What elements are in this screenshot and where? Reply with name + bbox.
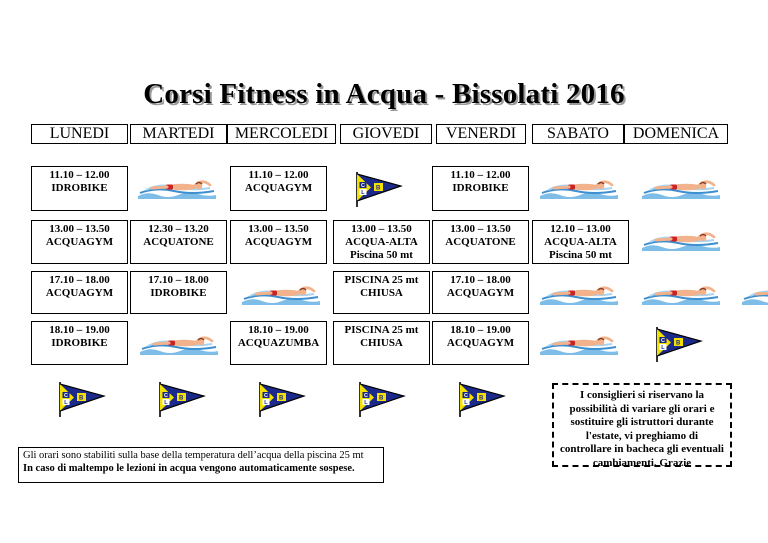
swimmer-icon [138, 330, 220, 356]
slot-time: 18.10 – 19.00 [450, 324, 511, 336]
slot-pool: Piscina 50 mt [549, 249, 612, 261]
slot-class: ACQUAGYM [244, 182, 313, 194]
swimmer-icon [640, 280, 722, 306]
class-slot-mon-r1 [31, 166, 128, 211]
slot-pool: Piscina 50 mt [350, 249, 413, 261]
slot-class: ACQUA-ALTA [345, 236, 418, 248]
class-slot-fri-r2 [432, 220, 529, 264]
club-flag-icon [255, 380, 307, 418]
slot-class: ACQUAGYM [45, 287, 114, 299]
slot-time: 18.10 – 19.00 [248, 324, 309, 336]
club-flag-icon [455, 380, 507, 418]
slot-class: ACQUAGYM [446, 287, 515, 299]
class-slot-thu-r4 [333, 321, 430, 365]
slot-class: ACQUAGYM [45, 236, 114, 248]
temperature-note-text: Gli orari sono stabiliti sulla base della temperatura dell’acqua della piscina 25 mt [23, 450, 364, 461]
class-slot-fri-r4 [432, 321, 529, 365]
day-header-sunday: DOMENICA [624, 124, 728, 144]
slot-time: 17.10 – 18.00 [49, 274, 110, 286]
class-slot-tue-r2 [130, 220, 227, 264]
class-slot-sat-r2 [532, 220, 629, 264]
swimmer-icon [640, 174, 722, 200]
class-slot-fri-r3 [432, 271, 529, 314]
swimmer-icon [740, 280, 768, 306]
day-header-monday: LUNEDI [31, 124, 128, 144]
club-flag-icon [155, 380, 207, 418]
class-slot-wed-r4 [230, 321, 327, 365]
slot-time: 11.10 – 12.00 [450, 169, 511, 181]
class-slot-wed-r1 [230, 166, 327, 211]
slot-time: PISCINA 25 mt [344, 324, 419, 336]
slot-class: ACQUATONE [143, 236, 214, 248]
class-slot-thu-r2 [333, 220, 430, 264]
class-slot-tue-r3 [130, 271, 227, 314]
slot-class: ACQUAGYM [244, 236, 313, 248]
class-slot-fri-r1 [432, 166, 529, 211]
slot-class: ACQUAZUMBA [237, 337, 320, 349]
slot-class: CHIUSA [360, 287, 403, 299]
swimmer-icon [136, 174, 218, 200]
club-flag-icon [352, 170, 404, 208]
slot-time: 12.10 – 13.00 [550, 223, 611, 235]
slot-class: IDROBIKE [51, 182, 108, 194]
swimmer-icon [538, 330, 620, 356]
slot-class: IDROBIKE [452, 182, 509, 194]
slot-time: 17.10 – 18.00 [148, 274, 209, 286]
council-notice: I consiglieri si riservano la possibilità di variare gli orari e sostituire gli istruttori durante l'estate, vi preghiamo di controllare in bacheca gli eventuali cambiamenti. Grazie [552, 383, 732, 467]
slot-class: ACQUA-ALTA [544, 236, 617, 248]
class-slot-mon-r2 [31, 220, 128, 264]
class-slot-thu-r3 [333, 271, 430, 314]
slot-class: IDROBIKE [150, 287, 207, 299]
day-header-wednesday: MERCOLEDI [227, 124, 336, 144]
temperature-note [18, 447, 384, 483]
club-flag-icon [55, 380, 107, 418]
slot-class: ACQUAGYM [446, 337, 515, 349]
day-header-tuesday: MARTEDI [130, 124, 227, 144]
swimmer-icon [640, 226, 722, 252]
club-flag-icon [355, 380, 407, 418]
slot-class: IDROBIKE [51, 337, 108, 349]
slot-time: 17.10 – 18.00 [450, 274, 511, 286]
slot-time: 18.10 – 19.00 [49, 324, 110, 336]
day-header-saturday: SABATO [532, 124, 624, 144]
weather-note-text: In caso di maltempo le lezioni in acqua vengono automaticamente sospese. [23, 463, 355, 474]
slot-time: PISCINA 25 mt [344, 274, 419, 286]
slot-time: 13.00 – 13.50 [351, 223, 412, 235]
swimmer-icon [240, 280, 322, 306]
swimmer-icon [538, 174, 620, 200]
slot-class: CHIUSA [360, 337, 403, 349]
slot-time: 11.10 – 12.00 [248, 169, 309, 181]
slot-time: 11.10 – 12.00 [49, 169, 110, 181]
slot-time: 13.00 – 13.50 [450, 223, 511, 235]
slot-class: ACQUATONE [445, 236, 516, 248]
slot-time: 13.00 – 13.50 [248, 223, 309, 235]
page-title: Corsi Fitness in Acqua - Bissolati 2016 [143, 78, 625, 110]
class-slot-wed-r2 [230, 220, 327, 264]
slot-time: 12.30 – 13.20 [148, 223, 209, 235]
swimmer-icon [538, 280, 620, 306]
slot-time: 13.00 – 13.50 [49, 223, 110, 235]
club-flag-icon [652, 325, 704, 363]
day-header-thursday: GIOVEDI [340, 124, 432, 144]
class-slot-mon-r3 [31, 271, 128, 314]
class-slot-mon-r4 [31, 321, 128, 365]
day-header-friday: VENERDI [436, 124, 526, 144]
